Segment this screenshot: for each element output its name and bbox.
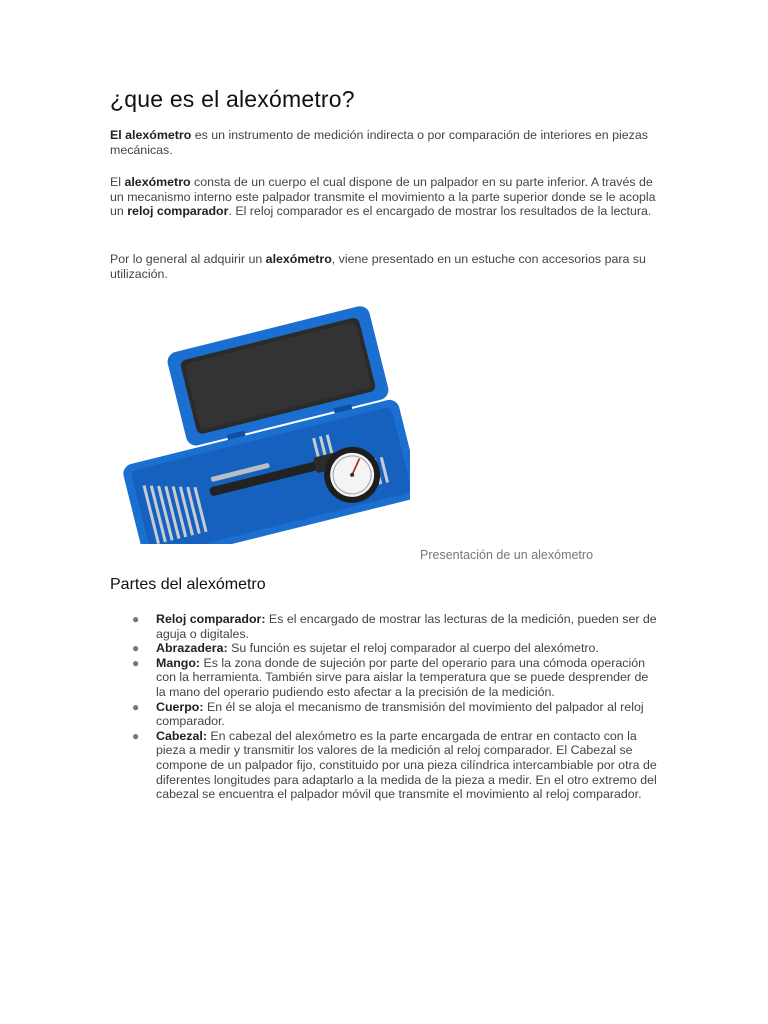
- list-item: [130, 612, 660, 641]
- list-item: [130, 700, 660, 729]
- paragraph-text: Por lo general al adquirir un: [110, 252, 266, 266]
- bullet-icon: ●: [132, 612, 140, 626]
- bullet-icon: ●: [132, 728, 140, 743]
- part-label: Mango:: [156, 655, 201, 670]
- bold-term: alexómetro: [265, 252, 332, 266]
- alexometer-case-illustration: [110, 306, 410, 544]
- page-title: ¿que es el alexómetro?: [110, 86, 355, 112]
- parts-list: [130, 612, 660, 802]
- bullet-icon: ●: [132, 641, 140, 656]
- part-description: Es el encargado de mostrar las lecturas de la medición, pueden ser de aguja o digitales.: [156, 612, 657, 641]
- paragraph-text: es un instrumento de medición indirecta o por comparación de interiores en piezas mecánicas.: [110, 128, 648, 157]
- list-item: [130, 729, 660, 802]
- part-label: Cabezal:: [156, 728, 207, 743]
- list-item: [130, 641, 660, 656]
- intro-paragraph-3: [110, 252, 658, 281]
- paragraph-text: El: [110, 175, 125, 189]
- bold-term: reloj comparador: [127, 204, 229, 219]
- part-label: Abrazadera:: [156, 641, 228, 656]
- paragraph-text: . El reloj comparador es el encargado de mostrar los resultados de la lectura.: [228, 204, 652, 219]
- section-heading: Partes del alexómetro: [110, 576, 266, 593]
- bullet-icon: ●: [132, 655, 140, 670]
- intro-paragraph-2: [110, 175, 658, 219]
- part-description: Su función es sujetar el reloj comparador al cuerpo del alexómetro.: [227, 641, 599, 656]
- part-description: En él se aloja el mecanismo de transmisión del movimiento del palpador al reloj comparador.: [156, 699, 644, 729]
- bullet-icon: ●: [132, 699, 140, 714]
- part-label: Reloj comparador:: [156, 612, 266, 626]
- part-description: En cabezal del alexómetro es la parte encargada de entrar en contacto con la pieza a medir y transmitir los valores de la medición al reloj comparador. El Cabezal se compone de un palpador fijo, constituido por una pieza cilíndrica intercambiable por otra de diferentes longitudes para adaptarlo a la medida de la pieza a medir. En el otro extremo del cabezal se encuentra el palpador móvil que transmite el movimiento al reloj comparador.: [156, 728, 657, 802]
- part-description: Es la zona donde de sujeción por parte del operario para una cómoda operación con la herramienta. También sirve para aislar la temperatura que se puede desprender de la mano del operario pudiendo esto afectar a la precisión de la medición.: [156, 655, 649, 699]
- figure-caption: Presentación de un alexómetro: [420, 548, 594, 562]
- alexometer-case-image: [110, 306, 410, 544]
- paragraph-text: , viene presentado en un estuche con accesorios para su utilización.: [110, 252, 646, 281]
- bold-term: alexómetro: [124, 175, 191, 189]
- part-label: Cuerpo:: [156, 699, 204, 714]
- bold-term: El alexómetro: [110, 128, 192, 142]
- list-item: [130, 656, 660, 700]
- intro-paragraph-1: [110, 128, 658, 157]
- paragraph-text: consta de un cuerpo el cual dispone de un palpador en su parte inferior. A través de un mecanismo interno este palpador transmite el movimiento a la parte superior donde se le acopla un: [110, 175, 656, 219]
